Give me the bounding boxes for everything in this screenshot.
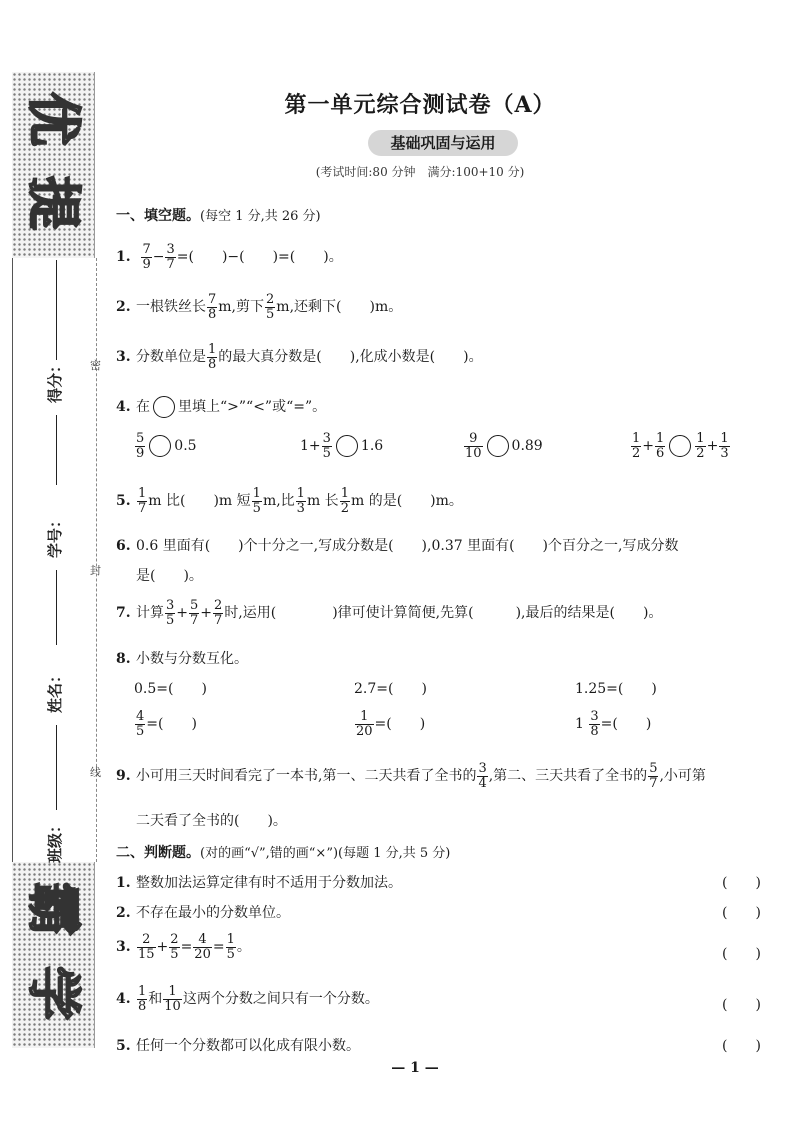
subtitle-badge: 基础巩固与运用 [368, 130, 518, 156]
section1-title: 一、填空题。 [116, 208, 200, 224]
convert-item[interactable]: 0.5=( ) [134, 681, 207, 697]
section1-note: (每空 1 分,共 26 分) [200, 209, 321, 224]
convert-item[interactable]: $\frac{4}{5}$ =( ) [136, 709, 197, 739]
student-id-label: 学号： [46, 512, 65, 559]
score-field[interactable] [44, 260, 70, 410]
judge-question-5: 5. 任何一个分数都可以化成有限小数。 [116, 1038, 360, 1054]
answer-blanks[interactable]: 是( )。 [136, 568, 203, 584]
convert-item[interactable]: 1 $\frac{3}{8}$ =( ) [575, 709, 652, 739]
fraction: $\frac{3}{7}$ [166, 242, 175, 272]
fraction: $\frac{7}{9}$ [142, 242, 151, 272]
question-2: 2. 一根铁丝长 $\frac{7}{8}$ m,剪下 $\frac{2}{5}$ m,还剩下( )m。 [116, 292, 403, 322]
compare-circle[interactable] [487, 435, 509, 457]
answer-blanks[interactable]: =( )−( )=( )。 [176, 249, 343, 266]
exam-info: (考试时间:80 分钟 满分:100+10 分) [315, 165, 525, 179]
answer-blanks[interactable]: 二天看了全书的( )。 [136, 813, 287, 829]
section2-title: 二、判断题。 [116, 845, 200, 861]
judge-question-2: 2. 不存在最小的分数单位。 [116, 905, 290, 921]
decoration-char: 提 [22, 176, 85, 230]
question-9: 9. 小可用三天时间看完了一本书,第一、二天共看了全书的 $\frac{3}{4}$ ,第二、三天共看了全书的 $\frac{5}{7}$ ,小可第 [116, 761, 706, 791]
compare-item-2: 1+ $\frac{3}{5}$ 1.6 [300, 431, 384, 461]
question-6: 6. 0.6 里面有( )个十分之一,写成分数是( ),0.37 里面有( )个百分之一,写成分数 [116, 538, 679, 554]
fraction: $\frac{2}{5}$ [266, 292, 275, 322]
answer-blanks[interactable]: m 的是( )m。 [350, 493, 463, 510]
judge-question-3: 3. $\frac{2}{15}$ + $\frac{2}{5}$ = $\frac{4}{20}$ = $\frac{1}{5}$ 。 [116, 932, 251, 962]
answer-blanks[interactable]: m,还剩下( )m。 [276, 299, 403, 316]
seal-char-mi: 密 [90, 359, 101, 372]
judge-question-1: 1. 整数加法运算定律有时不适用于分数加法。 [116, 875, 402, 891]
convert-item[interactable]: 2.7=( ) [354, 681, 427, 697]
decoration-char: 学 [22, 966, 85, 1020]
section2-heading [116, 842, 450, 862]
compare-item-4: $\frac{1}{2}$ + $\frac{1}{6}$ $\frac{1}{2}$ + $\frac{1}{3}$ [632, 431, 729, 461]
compare-circle[interactable] [336, 435, 358, 457]
fraction: $\frac{7}{8}$ [208, 292, 217, 322]
fraction: $\frac{1}{8}$ [208, 342, 217, 372]
answer-parenthesis[interactable]: ( ) [722, 1038, 761, 1054]
decoration-char: 优 [22, 92, 85, 146]
decoration-char: 霸 [22, 882, 85, 936]
seal-char-feng: 封 [90, 564, 101, 577]
circle-icon [153, 396, 175, 418]
answer-parenthesis[interactable]: ( ) [722, 946, 761, 962]
convert-item[interactable]: $\frac{1}{20}$ =( ) [356, 709, 426, 739]
margin-border [12, 258, 13, 862]
student-id-field[interactable] [44, 415, 70, 565]
page-number: — 1 — [391, 1060, 439, 1076]
question-4: 4. 在 里填上“>”“<”或“=”。 [116, 396, 326, 418]
compare-circle[interactable] [149, 435, 171, 457]
question-6-cont [136, 565, 203, 585]
section1-heading [116, 205, 321, 225]
answer-blanks[interactable]: 时,运用( )律可使计算简便,先算( ),最后的结果是( )。 [224, 605, 663, 622]
answer-parenthesis[interactable]: ( ) [722, 875, 761, 891]
answer-blanks[interactable]: 0.6 里面有( )个十分之一,写成分数是( ),0.37 里面有( )个百分之一,写成分数 [136, 538, 679, 554]
answer-parenthesis[interactable]: ( ) [722, 997, 761, 1013]
question-1: 1. $\frac{7}{9}$ − $\frac{3}{7}$ =( )−( )=( )。 [116, 242, 343, 272]
question-3: 3. 分数单位是 $\frac{1}{8}$ 的最大真分数是( ),化成小数是( )。 [116, 342, 483, 372]
answer-parenthesis[interactable]: ( ) [722, 905, 761, 921]
class-label: 班级： [46, 817, 65, 864]
class-field[interactable] [44, 725, 70, 865]
convert-item[interactable]: 1.25=( ) [575, 681, 657, 697]
judge-question-4: 4. $\frac{1}{8}$ 和 $\frac{1}{10}$ 这两个分数之间只有一个分数。 [116, 984, 379, 1014]
compare-circle[interactable] [669, 435, 691, 457]
compare-item-1: $\frac{5}{9}$ 0.5 [136, 431, 197, 461]
question-9-cont [136, 810, 287, 830]
question-7: 7. 计算 $\frac{3}{5}$ + $\frac{5}{7}$ + $\frac{2}{7}$ 时,运用( )律可使计算简便,先算( ),最后的结果是( )。 [116, 598, 663, 628]
seal-char-xian: 线 [90, 766, 101, 779]
question-8: 8. 小数与分数互化。 [116, 651, 248, 667]
compare-item-3: $\frac{9}{10}$ 0.89 [465, 431, 543, 461]
name-field[interactable] [44, 570, 70, 720]
answer-blanks[interactable]: 的最大真分数是( ),化成小数是( )。 [218, 349, 483, 366]
section2-note: (对的画“√”,错的画“×”)(每题 1 分,共 5 分) [200, 846, 451, 861]
name-label: 姓名： [46, 667, 65, 714]
page-title: 第一单元综合测试卷（A） [284, 92, 556, 118]
bottom-decoration [12, 862, 95, 1048]
score-label: 得分： [46, 357, 65, 404]
question-5: 5. $\frac{1}{7}$ m 比( )m 短 $\frac{1}{5}$ m,比 $\frac{1}{3}$ m 长 $\frac{1}{2}$ m 的是( )m。 [116, 486, 463, 516]
